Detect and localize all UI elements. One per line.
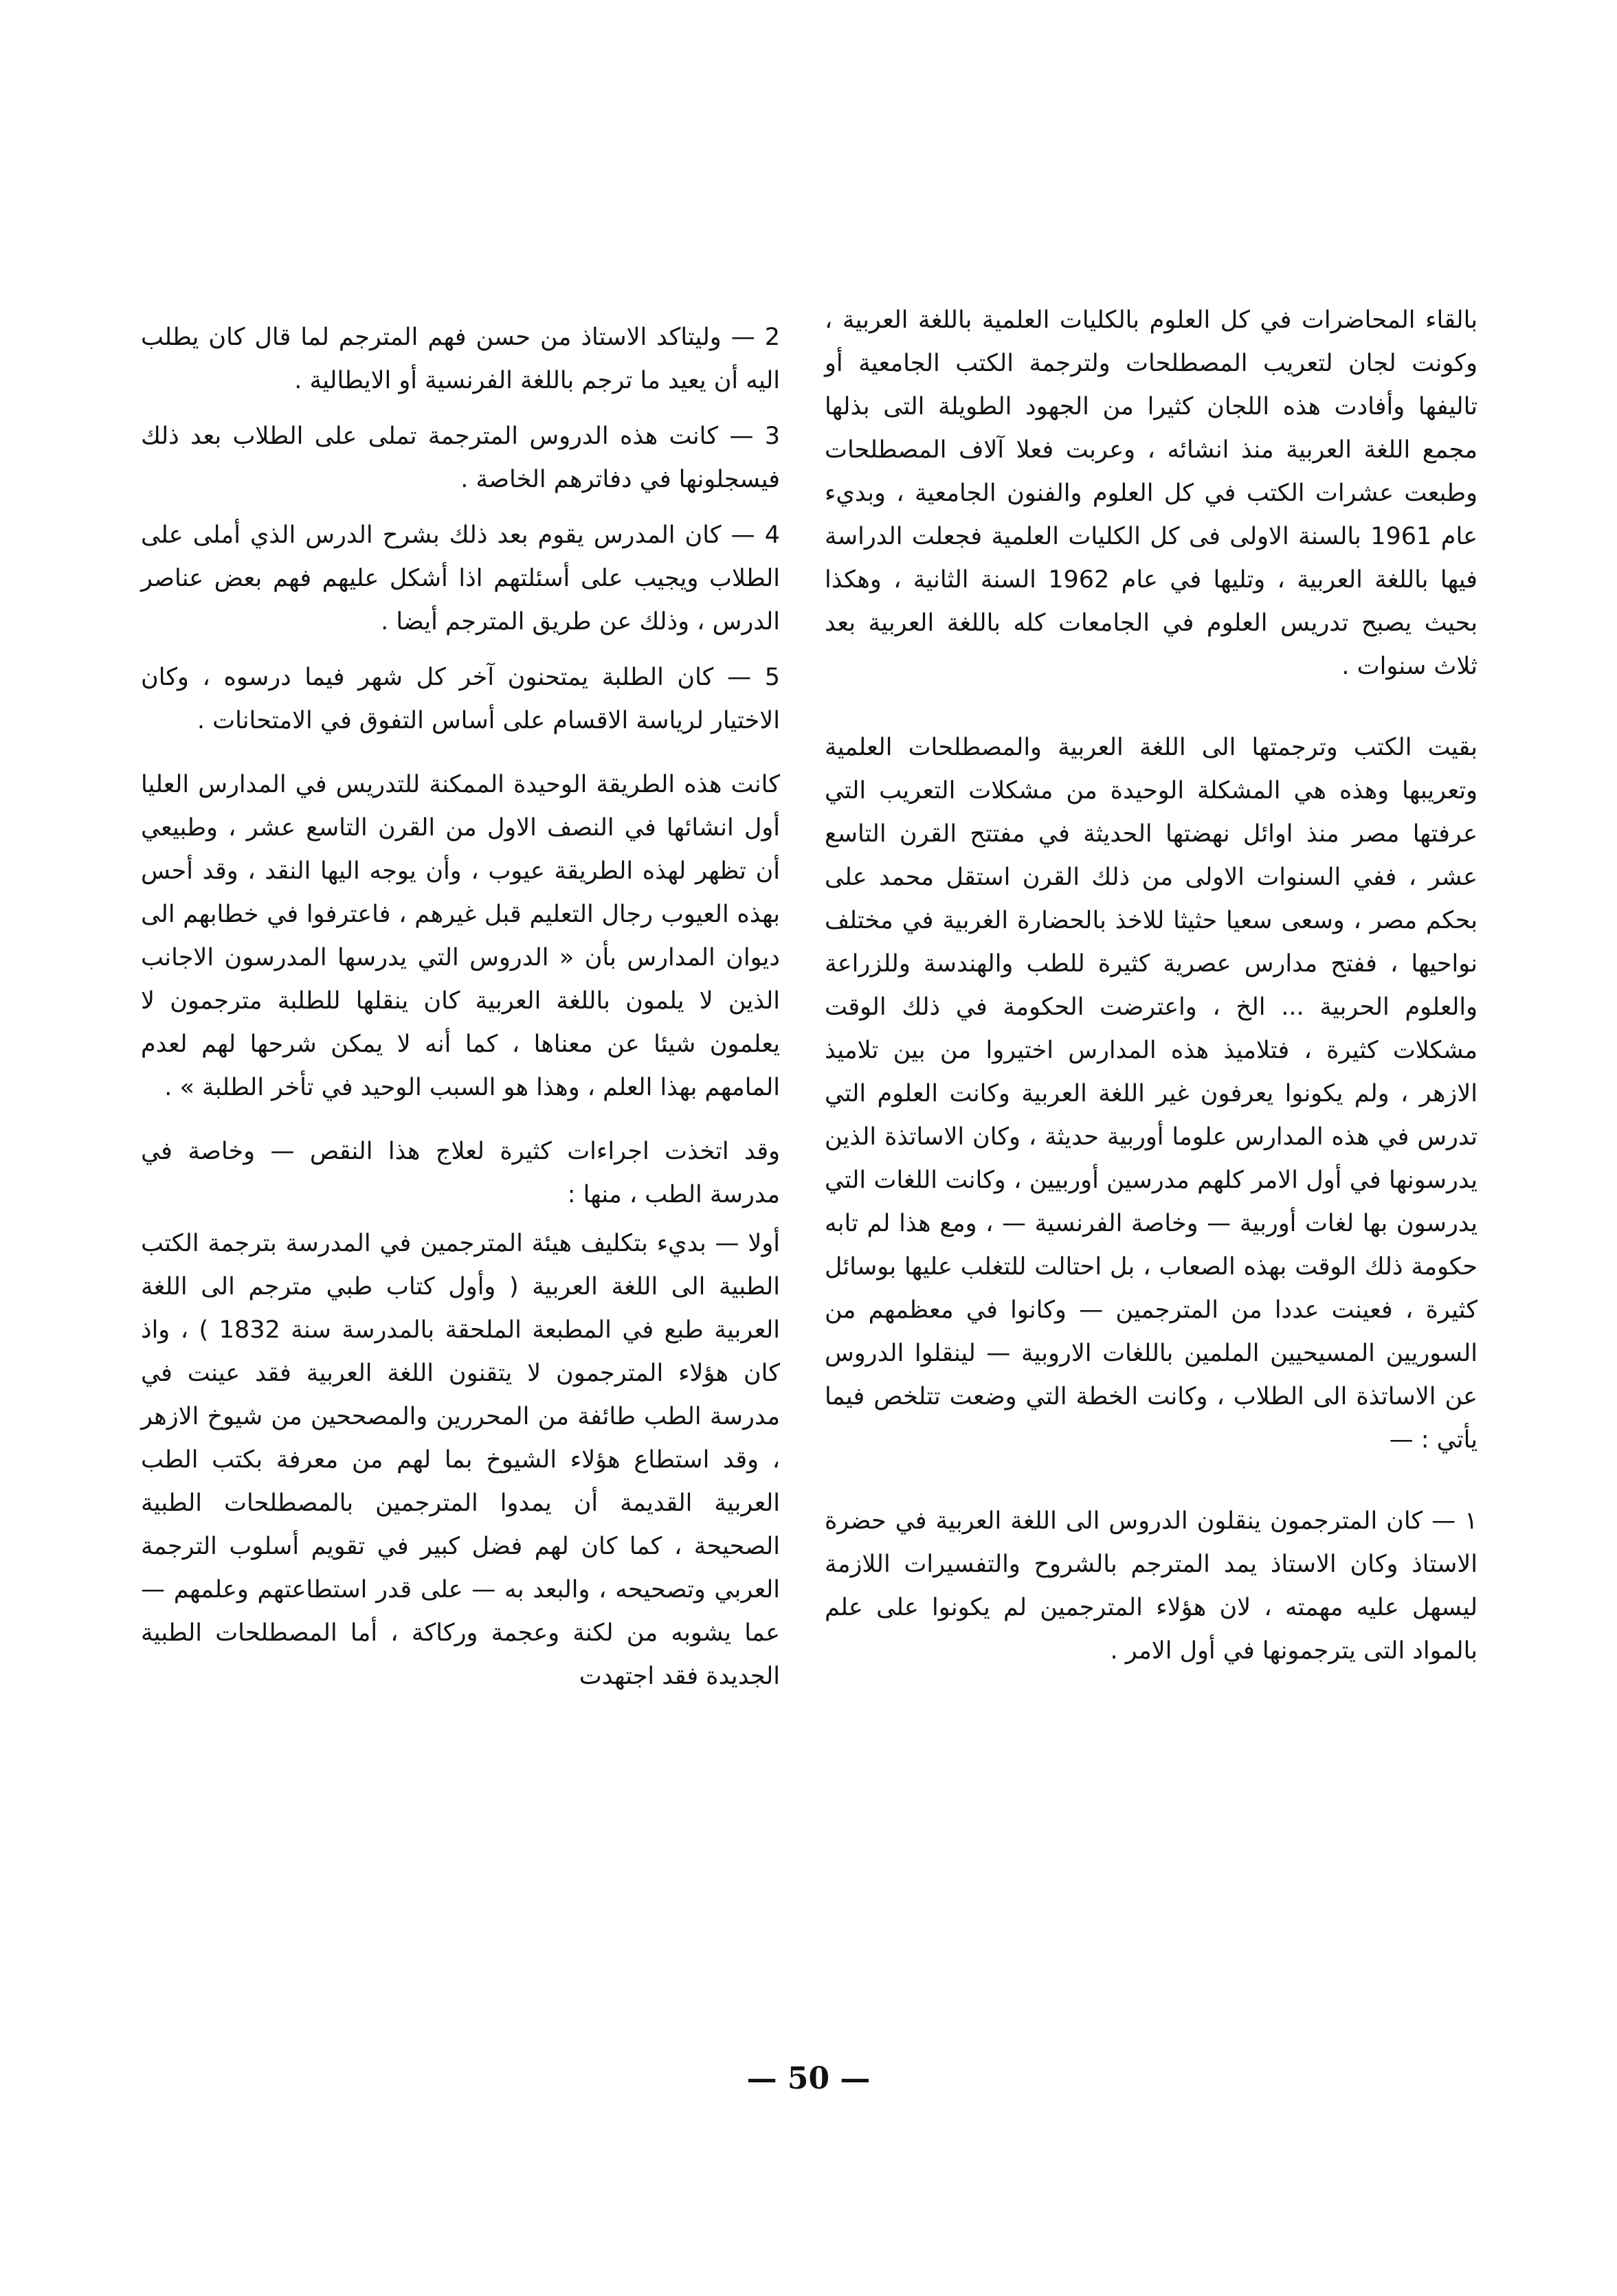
list-item-4: 4 — كان المدرس يقوم بعد ذلك بشرح الدرس الذي أملى على الطلاب ويجيب على أسئلتهم اذا أشكل عليهم فهم بعض عناصر الدرس ، وذلك عن طريق المترجم أيضا . <box>141 521 780 635</box>
list-item-3: 3 — كانت هذه الدروس المترجمة تملى على الطلاب بعد ذلك فيسجلونها في دفاترهم الخاصة . <box>141 423 780 493</box>
paragraph-university-arabization: بالقاء المحاضرات في كل العلوم بالكليات العلمية باللغة العربية ، وكونت لجان لتعريب المصطلحات ولترجمة الكتب الجامعية أو تاليفها وأفادت هذه اللجان كثيرا من الجهود الطويلة التى بذلها مجمع اللغة العربية منذ انشائه ، وعربت فعلا آلاف المصطلحات وطبعت عشرات الكتب في كل العلوم والفنون الجامعية ، وبديء عام 1961 بالسنة الاولى فى كل الكليات العلمية فجعلت الدراسة فيها باللغة العربية ، وتليها في عام 1962 السنة الثانية ، وهكذا بحيث يصبح تدريس العلوم في الجامعات كله باللغة العربية بعد ثلاث سنوات . <box>825 306 1477 680</box>
paragraph-first-measure: أولا — بديء بتكليف هيئة المترجمين في المدرسة بترجمة الكتب الطبية الى اللغة العربية ( وأول كتاب طبي مترجم الى اللغة العربية طبع في المطبعة الملحقة بالمدرسة سنة 1832 ) ، واذ كان هؤلاء المترجمون لا يتقنون اللغة العربية فقد عينت في مدرسة الطب طائفة من المحررين والمصححين من شيوخ الازهر ، وقد استطاع هؤلاء الشيوخ بما لهم من معرفة بكتب الطب العربية القديمة أن يمدوا المترجمين بالمصطلحات الطبية الصحيحة ، كما كان لهم فضل كبير في تقويم أسلوب الترجمة العربي وتصحيحه ، والبعد به — على قدر استطاعتهم وعلمهم — عما يشوبه من لكنة وعجمة وركاكة ، أما المصطلحات الطبية الجديدة فقد اجتهدت <box>141 1230 780 1690</box>
list-item-1: ١ — كان المترجمون ينقلون الدروس الى اللغة العربية في حضرة الاستاذ وكان الاستاذ يمد المترجم بالشروح والتفسيرات اللازمة ليسهل عليه مهمته ، لان هؤلاء المترجمين لم يكونوا على علم بالمواد التى يترجمونها في أول الامر . <box>825 1507 1477 1665</box>
list-item-2: 2 — وليتاكد الاستاذ من حسن فهم المترجم لما قال كان يطلب اليه أن يعيد ما ترجم باللغة الفرنسية أو الايطالية . <box>141 324 780 394</box>
list-item-5: 5 — كان الطلبة يمتحنون آخر كل شهر فيما درسوه ، وكان الاختيار لرياسة الاقسام على أساس التفوق في الامتحانات . <box>141 664 780 734</box>
paragraph-translation-history: بقيت الكتب وترجمتها الى اللغة العربية والمصطلحات العلمية وتعريبها وهذه هي المشكلة الوحيدة من مشكلات التعريب التي عرفتها مصر منذ اوائل نهضتها الحديثة في مفتتح القرن التاسع عشر ، ففي السنوات الاولى من ذلك القرن استقل محمد على بحكم مصر ، وسعى سعيا حثيثا للاخذ بالحضارة الغربية في مختلف نواحيها ، ففتح مدارس عصرية كثيرة للطب والهندسة وللزراعة والعلوم الحربية ... الخ ، واعترضت الحكومة في ذلك الوقت مشكلات كثيرة ، فتلاميذ هذه المدارس اختيروا من بين تلاميذ الازهر ، ولم يكونوا يعرفون غير اللغة العربية وكانت العلوم التي تدرس في هذه المدارس علوما أوربية حديثة ، وكان الاساتذة الذين يدرسونها في أول الامر كلهم مدرسين أوربيين ، وكانت اللغات التي يدرسون بها لغات أوربية — وخاصة الفرنسية — ، ومع هذا لم تابه حكومة ذلك الوقت بهذه الصعاب ، بل احتالت للتغلب عليها بوسائل كثيرة ، فعينت عددا من المترجمين — وكانوا في معظمهم من السوريين المسيحيين الملمين باللغات الاروبية — لينقلوا الدروس عن الاساتذة الى الطلاب ، وكانت الخطة التي وضعت تتلخص فيما يأتي : — <box>825 734 1477 1454</box>
right-text-column <box>825 299 1477 1678</box>
page-number: — 50 — <box>746 2061 871 2096</box>
paragraph-corrective-measures: وقد اتخذت اجراءات كثيرة لعلاج هذا النقص — وخاصة في مدرسة الطب ، منها : <box>141 1138 780 1208</box>
paragraph-teaching-method: كانت هذه الطريقة الوحيدة الممكنة للتدريس في المدارس العليا أول انشائها في النصف الاول من القرن التاسع عشر ، وطبيعي أن تظهر لهذه الطريقة عيوب ، وأن يوجه اليها النقد ، وقد أحس بهذه العيوب رجال التعليم قبل غيرهم ، فاعترفوا في خطابهم الى ديوان المدارس بأن « الدروس التي يدرسها المدرسون الاجانب الذين لا يلمون باللغة العربية كان ينقلها للطلبة مترجمون لا يعلمون شيئا عن معناها ، كما أنه لا يمكن شرحها لهم لعدم المامهم بهذا العلم ، وهذا هو السبب الوحيد في تأخر الطلبة » . <box>141 771 780 1101</box>
left-text-column <box>141 316 780 1704</box>
